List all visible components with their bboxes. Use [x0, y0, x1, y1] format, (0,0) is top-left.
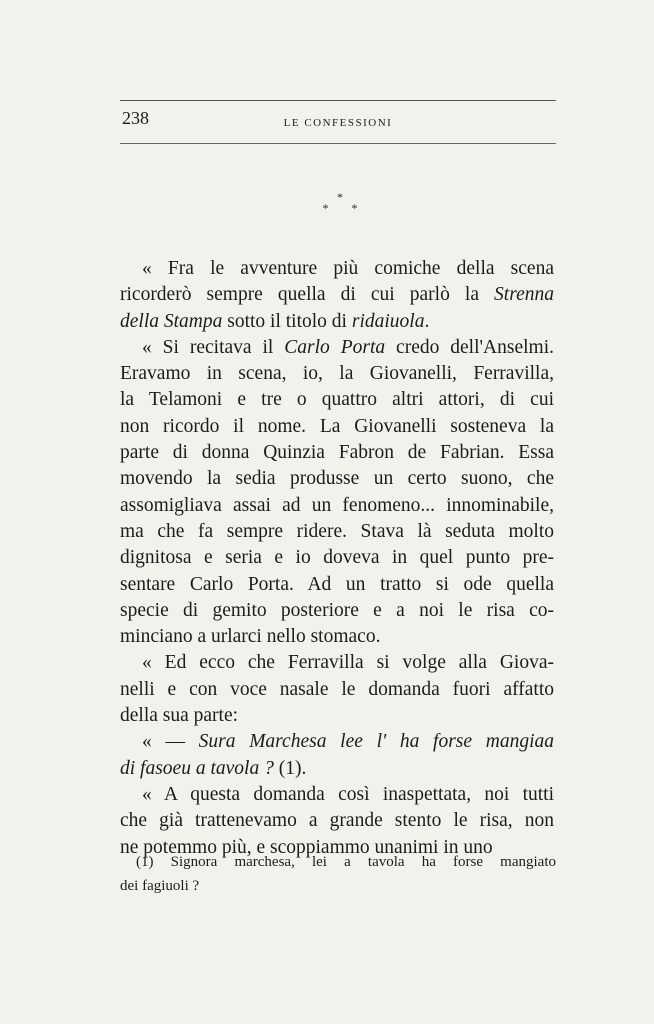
text-line [120, 572, 554, 598]
text-segment: ma che fa sempre ridere. Stava là seduta molto [120, 520, 554, 542]
text-line [120, 414, 554, 440]
text-segment: « Fra le avventure più comiche della scena [142, 258, 554, 279]
text-line [120, 808, 554, 834]
page-number: 238 [122, 108, 149, 128]
text-segment: credo dell'Anselmi. [385, 336, 554, 358]
text-line [120, 545, 554, 571]
text-line [120, 493, 554, 519]
text-line [120, 729, 554, 755]
footnote-line: (1) Signora marchesa, lei a tavola ha forse mangiato [136, 854, 556, 870]
text-segment: Carlo Porta [284, 336, 386, 358]
text-segment: di fasoeu a tavola ? [120, 757, 274, 779]
text-segment: nelli e con voce nasale le domanda fuori affatto [120, 678, 554, 700]
running-title: LE CONFESSIONI [283, 117, 393, 129]
text-segment: Eravamo in scena, io, la Giovanelli, Ferravilla, [120, 363, 554, 385]
text-segment: Sura Marchesa lee l' ha forse mangiaa [198, 731, 554, 753]
text-segment: (1). [273, 757, 307, 779]
text-line [120, 309, 554, 335]
text-segment: la Telamoni e tre o quattro altri attori, di cui [120, 389, 554, 411]
text-segment: sotto il titolo di [222, 310, 352, 332]
header-rule-bottom [120, 143, 556, 144]
text-line [120, 519, 554, 545]
text-line [120, 466, 554, 492]
text-segment: minciano a urlarci nello stomaco. [120, 626, 381, 648]
text-segment: che già trattenevamo a grande stento le risa, non [120, 810, 554, 832]
asterism-top: * [337, 190, 343, 204]
text-segment: sentare Carlo Porta. Ad un tratto si ode quella [120, 573, 554, 595]
text-segment: specie di gemito posteriore e a noi le risa co- [120, 599, 554, 621]
text-segment: dignitosa e seria e io doveva in quel punto pre- [120, 547, 554, 569]
text-line [120, 782, 554, 808]
text-segment: parte di donna Quinzia Fabron de Fabrian. Essa [120, 442, 554, 464]
text-segment: « Si recitava il [142, 336, 285, 358]
text-line [120, 703, 554, 729]
body-text [120, 256, 554, 861]
footnote [120, 850, 556, 898]
section-asterism [300, 192, 380, 214]
header-rule-top [120, 100, 556, 101]
text-segment: assomigliava assai ad un fenomeno... innominabile, [120, 494, 554, 516]
text-segment: « Ed ecco che Ferravilla si volge alla Giova- [142, 652, 554, 674]
text-line [120, 677, 554, 703]
text-segment: ne potemmo più, e scoppiammo unanimi in uno [120, 836, 493, 858]
text-segment: della Stampa [120, 310, 223, 332]
text-line [120, 361, 554, 387]
text-line [120, 756, 554, 782]
text-segment: della sua parte: [120, 705, 239, 727]
text-segment: . [424, 310, 430, 332]
page-header [120, 100, 556, 144]
text-segment: ridaiuola [351, 310, 425, 332]
text-line [120, 598, 554, 624]
text-line [120, 335, 554, 361]
asterism-bottom: * * [322, 201, 368, 215]
text-segment: non ricordo il nome. La Giovanelli sosteneva la [120, 415, 554, 437]
text-segment: « A questa domanda così inaspettata, noi tutti [142, 783, 554, 805]
text-line [120, 387, 554, 413]
text-line [120, 282, 554, 308]
footnote-line: dei fagiuoli ? [120, 878, 200, 894]
text-line [120, 650, 554, 676]
text-line [120, 624, 554, 650]
text-line [120, 440, 554, 466]
text-segment: Strenna [494, 284, 554, 306]
text-segment: movendo la sedia produsse un certo suono, che [120, 468, 554, 490]
text-segment: « — [142, 731, 199, 753]
text-segment: ricorderò sempre quella di cui parlò la [120, 284, 495, 306]
text-line [120, 256, 554, 282]
